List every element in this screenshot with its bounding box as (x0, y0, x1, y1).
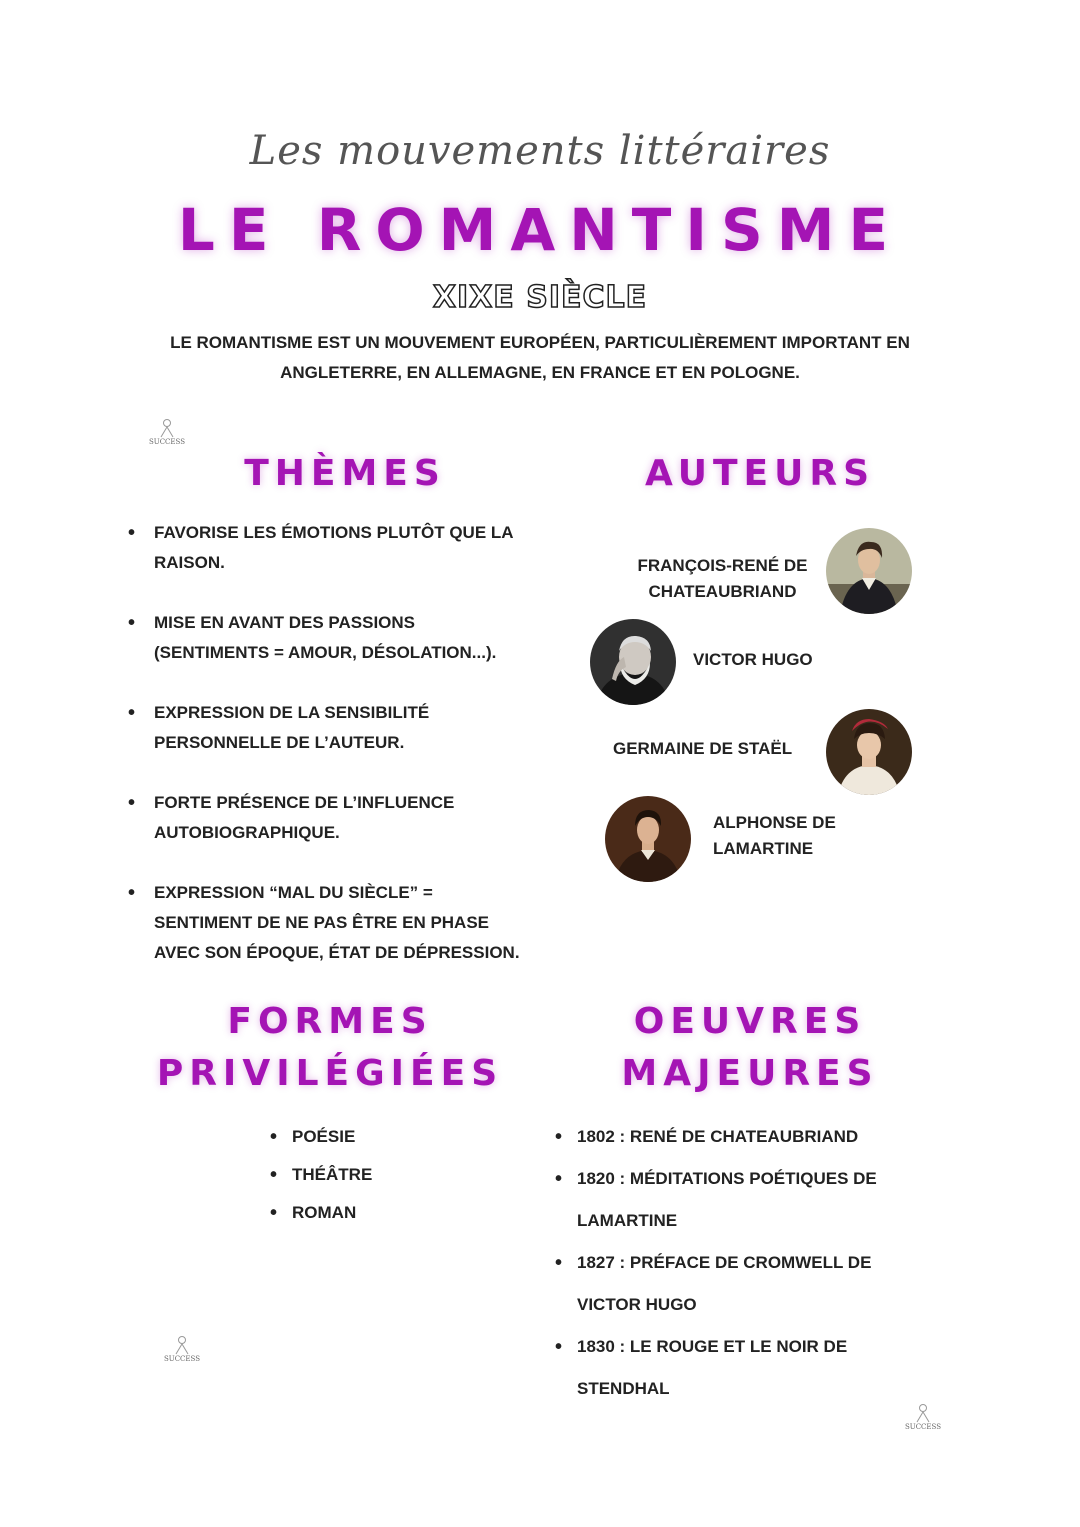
author-portrait (590, 619, 676, 705)
form-item: • THÉÂTRE (270, 1156, 372, 1194)
themes-list (128, 518, 588, 998)
forms-list (270, 1118, 372, 1232)
intro-line: ANGLETERRE, EN ALLEMAGNE, EN FRANCE ET EN POLOGNE. (280, 363, 800, 382)
logo-text: SUCCESS (905, 1423, 941, 1431)
theme-item: • MISE EN AVANT DES PASSIONS (SENTIMENTS = AMOUR, DÉSOLATION...). (128, 608, 588, 668)
logo-text: SUCCESS (164, 1355, 200, 1363)
success-logo-icon (173, 1335, 191, 1355)
author-name: ALPHONSE DE LAMARTINE (713, 813, 836, 858)
script-title: Les mouvements littéraires (249, 128, 831, 174)
themes-heading: THÈMES (244, 453, 446, 494)
author-name: VICTOR HUGO (693, 650, 813, 669)
theme-item: • EXPRESSION DE LA SENSIBILITÉ PERSONNELLE DE L’AUTEUR. (128, 698, 588, 758)
author-name: GERMAINE DE STAËL (613, 739, 793, 758)
work-item: • 1802 : RENÉ DE CHATEAUBRIAND (555, 1116, 955, 1158)
success-logo (142, 418, 192, 446)
theme-item: • FAVORISE LES ÉMOTIONS PLUTÔT QUE LA RAISON. (128, 518, 588, 578)
logo-text: SUCCESS (149, 438, 185, 446)
work-item: • 1820 : MÉDITATIONS POÉTIQUES DE LAMARTINE (555, 1158, 955, 1242)
century-subtitle: XIXE SIÈCLE (432, 280, 648, 315)
page-title: LE ROMANTISME (177, 196, 903, 264)
intro-line: LE ROMANTISME EST UN MOUVEMENT EUROPÉEN, PARTICULIÈREMENT IMPORTANT EN (170, 333, 910, 352)
author-name: FRANÇOIS-RENÉ DE CHATEAUBRIAND (637, 556, 808, 601)
work-item: • 1830 : LE ROUGE ET LE NOIR DE STENDHAL (555, 1326, 955, 1410)
works-list (555, 1116, 955, 1410)
theme-item: • FORTE PRÉSENCE DE L’INFLUENCE AUTOBIOGRAPHIQUE. (128, 788, 588, 848)
work-item: • 1827 : PRÉFACE DE CROMWELL DE VICTOR HUGO (555, 1242, 955, 1326)
intro-text (110, 328, 970, 388)
portrait-germaine-de-stael-icon (826, 709, 912, 795)
form-item: • ROMAN (270, 1194, 372, 1232)
author-portrait (826, 528, 912, 614)
success-logo-icon (158, 418, 176, 438)
portrait-lamartine-icon (605, 796, 691, 882)
portrait-victor-hugo-icon (590, 619, 676, 705)
forms-heading: FORMES PRIVILÉGIÉES (156, 1001, 504, 1094)
success-logo (157, 1335, 207, 1363)
author-portrait (826, 709, 912, 795)
author-portrait (605, 796, 691, 882)
authors-heading: AUTEURS (644, 453, 875, 494)
form-item: • POÉSIE (270, 1118, 372, 1156)
works-heading: OEUVRES MAJEURES (621, 1001, 879, 1094)
portrait-chateaubriand-icon (826, 528, 912, 614)
theme-item: • EXPRESSION “MAL DU SIÈCLE” = SENTIMENT DE NE PAS ÊTRE EN PHASE AVEC SON ÉPOQUE, ÉTAT DE DÉPRESSION. (128, 878, 588, 968)
